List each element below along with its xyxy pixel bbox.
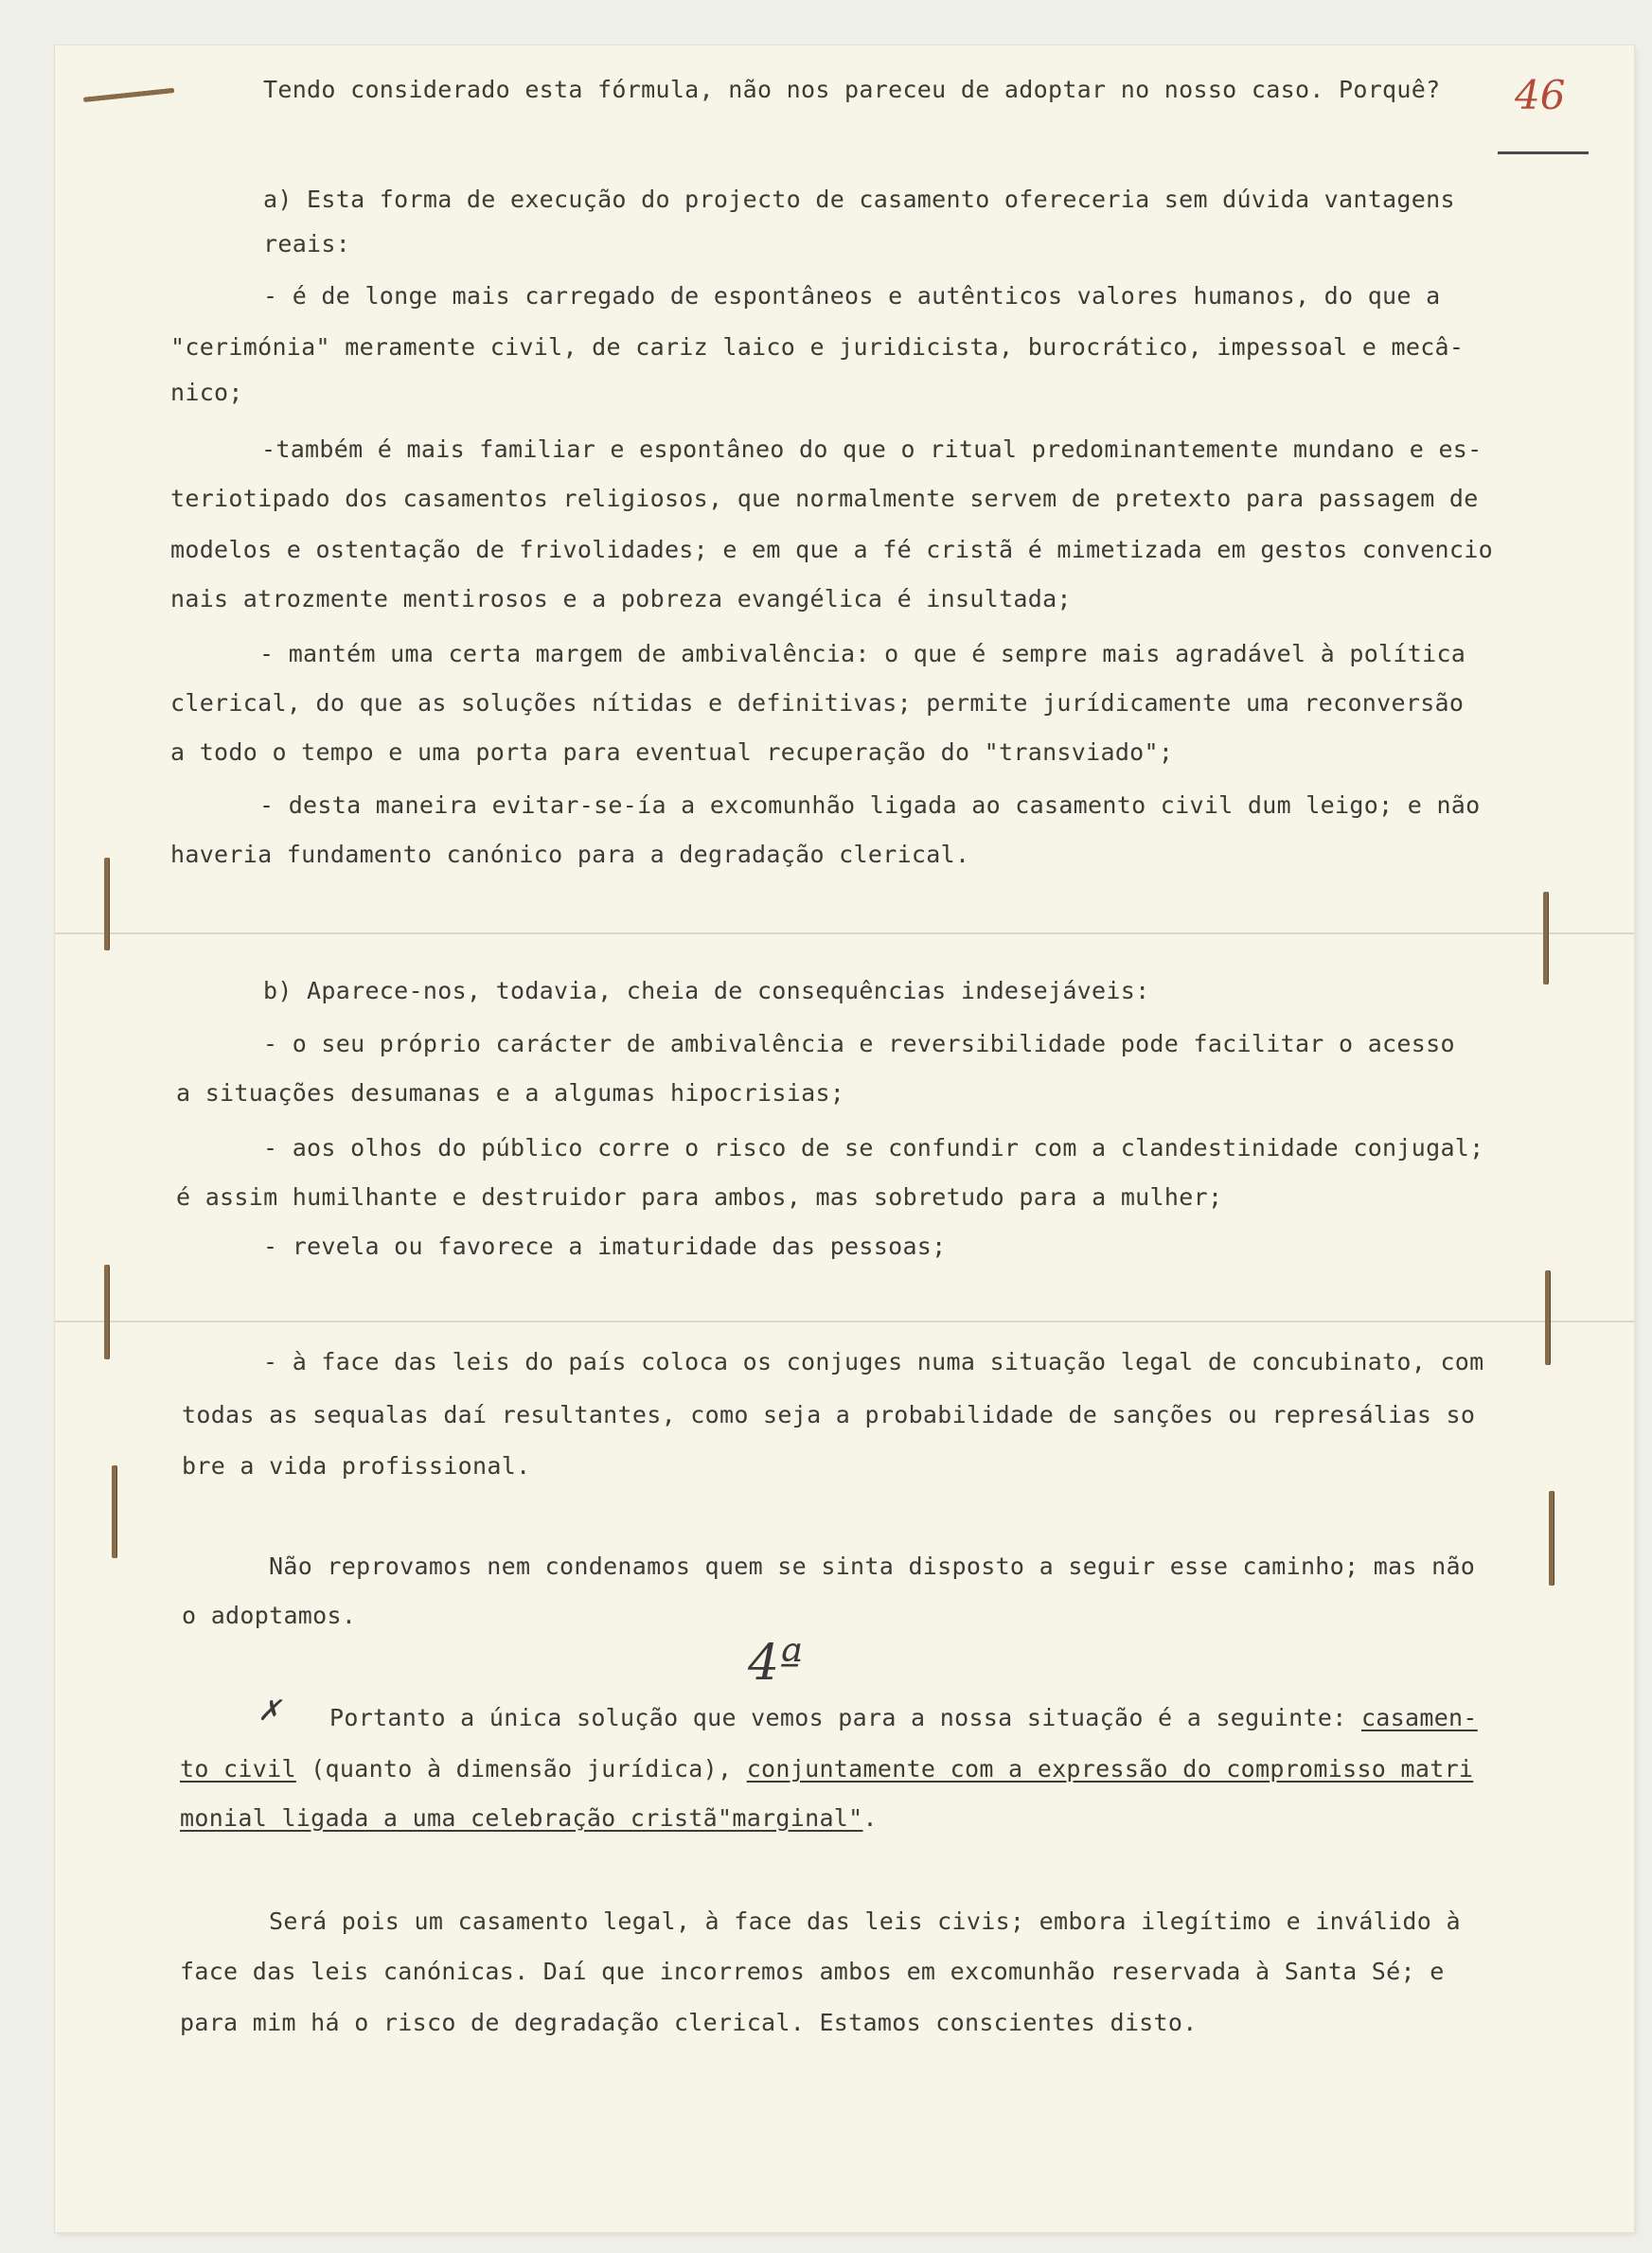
- text-span: .: [862, 1804, 878, 1832]
- text-line: a todo o tempo e uma porta para eventual recuperação do "transviado";: [170, 738, 1174, 766]
- underlined-text: conjuntamente com a expressão do compromisso matri: [746, 1755, 1474, 1783]
- handwritten-section-mark: 4ª: [748, 1635, 803, 1692]
- text-line: Será pois um casamento legal, à face das leis civis; embora ilegítimo e inválido à: [269, 1907, 1461, 1935]
- text-line: nico;: [170, 379, 243, 406]
- text-span: Portanto a única solução que vemos para a nossa situação é a seguinte:: [329, 1704, 1361, 1731]
- text-line: Não reprovamos nem condenamos quem se sinta disposto a seguir esse caminho; mas não: [269, 1552, 1476, 1580]
- staple-right: [1543, 892, 1548, 985]
- staple-right: [1549, 1491, 1554, 1586]
- sheet-overlap-edge: [55, 932, 1634, 934]
- text-line: -também é mais familiar e espontâneo do que o ritual predominantemente mundano e es-: [261, 435, 1483, 463]
- text-line: - aos olhos do público corre o risco de se confundir com a clandestinidade conjugal;: [263, 1134, 1484, 1162]
- text-line: a situações desumanas e a algumas hipocrisias;: [176, 1079, 845, 1107]
- text-line: teriotipado dos casamentos religiosos, que normalmente servem de pretexto para passagem de: [170, 485, 1479, 512]
- sheet-overlap-edge: [55, 1321, 1634, 1322]
- margin-dash-mark: [1498, 151, 1589, 154]
- text-line: haveria fundamento canónico para a degradação clerical.: [170, 841, 970, 868]
- text-line: [180, 1755, 1473, 1783]
- text-line: - revela ou favorece a imaturidade das pessoas;: [263, 1233, 947, 1260]
- handwritten-scribble-mark: ✗: [258, 1694, 282, 1728]
- staple-left: [104, 1265, 109, 1359]
- text-line: é assim humilhante e destruidor para ambos, mas sobretudo para a mulher;: [176, 1183, 1223, 1211]
- text-line: - mantém uma certa margem de ambivalência: o que é sempre mais agradável à política: [259, 640, 1466, 667]
- text-line: a) Esta forma de execução do projecto de casamento ofereceria sem dúvida vantagens: [263, 186, 1455, 213]
- page-number: 46: [1515, 72, 1566, 118]
- staple-right: [1545, 1270, 1550, 1365]
- underlined-text: monial ligada a uma celebração cristã"marginal": [180, 1804, 863, 1832]
- text-line: face das leis canónicas. Daí que incorremos ambos em excomunhão reservada à Santa Sé; e: [180, 1958, 1445, 1985]
- text-line: bre a vida profissional.: [182, 1452, 531, 1480]
- underlined-text: to civil: [180, 1755, 296, 1783]
- underlined-text: casamen-: [1360, 1704, 1478, 1731]
- text-line: modelos e ostentação de frivolidades; e em que a fé cristã é mimetizada em gestos convencio: [170, 536, 1493, 563]
- text-line: b) Aparece-nos, todavia, cheia de consequências indesejáveis:: [263, 977, 1150, 1004]
- text-line: clerical, do que as soluções nítidas e definitivas; permite jurídicamente uma reconversão: [170, 689, 1465, 717]
- staple-left: [104, 858, 109, 950]
- text-line: reais:: [263, 230, 351, 257]
- text-line: nais atrozmente mentirosos e a pobreza evangélica é insultada;: [170, 585, 1072, 612]
- text-line: - à face das leis do país coloca os conjuges numa situação legal de concubinato, com: [263, 1348, 1484, 1375]
- text-line: todas as sequalas daí resultantes, como seja a probabilidade de sanções ou represálias so: [182, 1401, 1476, 1428]
- text-line: - desta maneira evitar-se-ía a excomunhão ligada ao casamento civil dum leigo; e não: [259, 791, 1481, 819]
- text-line: [180, 1804, 878, 1833]
- text-line: o adoptamos.: [182, 1602, 357, 1629]
- text-span: (quanto à dimensão jurídica),: [295, 1755, 747, 1783]
- text-line: para mim há o risco de degradação clerical. Estamos conscientes disto.: [180, 2009, 1198, 2036]
- text-line: Tendo considerado esta fórmula, não nos pareceu de adoptar no nosso caso. Porquê?: [263, 76, 1441, 103]
- text-line: [329, 1704, 1478, 1732]
- text-line: - o seu próprio carácter de ambivalência e reversibilidade pode facilitar o acesso: [263, 1030, 1455, 1057]
- staple-left: [112, 1465, 116, 1558]
- text-line: - é de longe mais carregado de espontâneos e autênticos valores humanos, do que a: [263, 282, 1441, 310]
- text-line: "cerimónia" meramente civil, de cariz laico e juridicista, burocrático, impessoal e mecâ-: [170, 333, 1465, 361]
